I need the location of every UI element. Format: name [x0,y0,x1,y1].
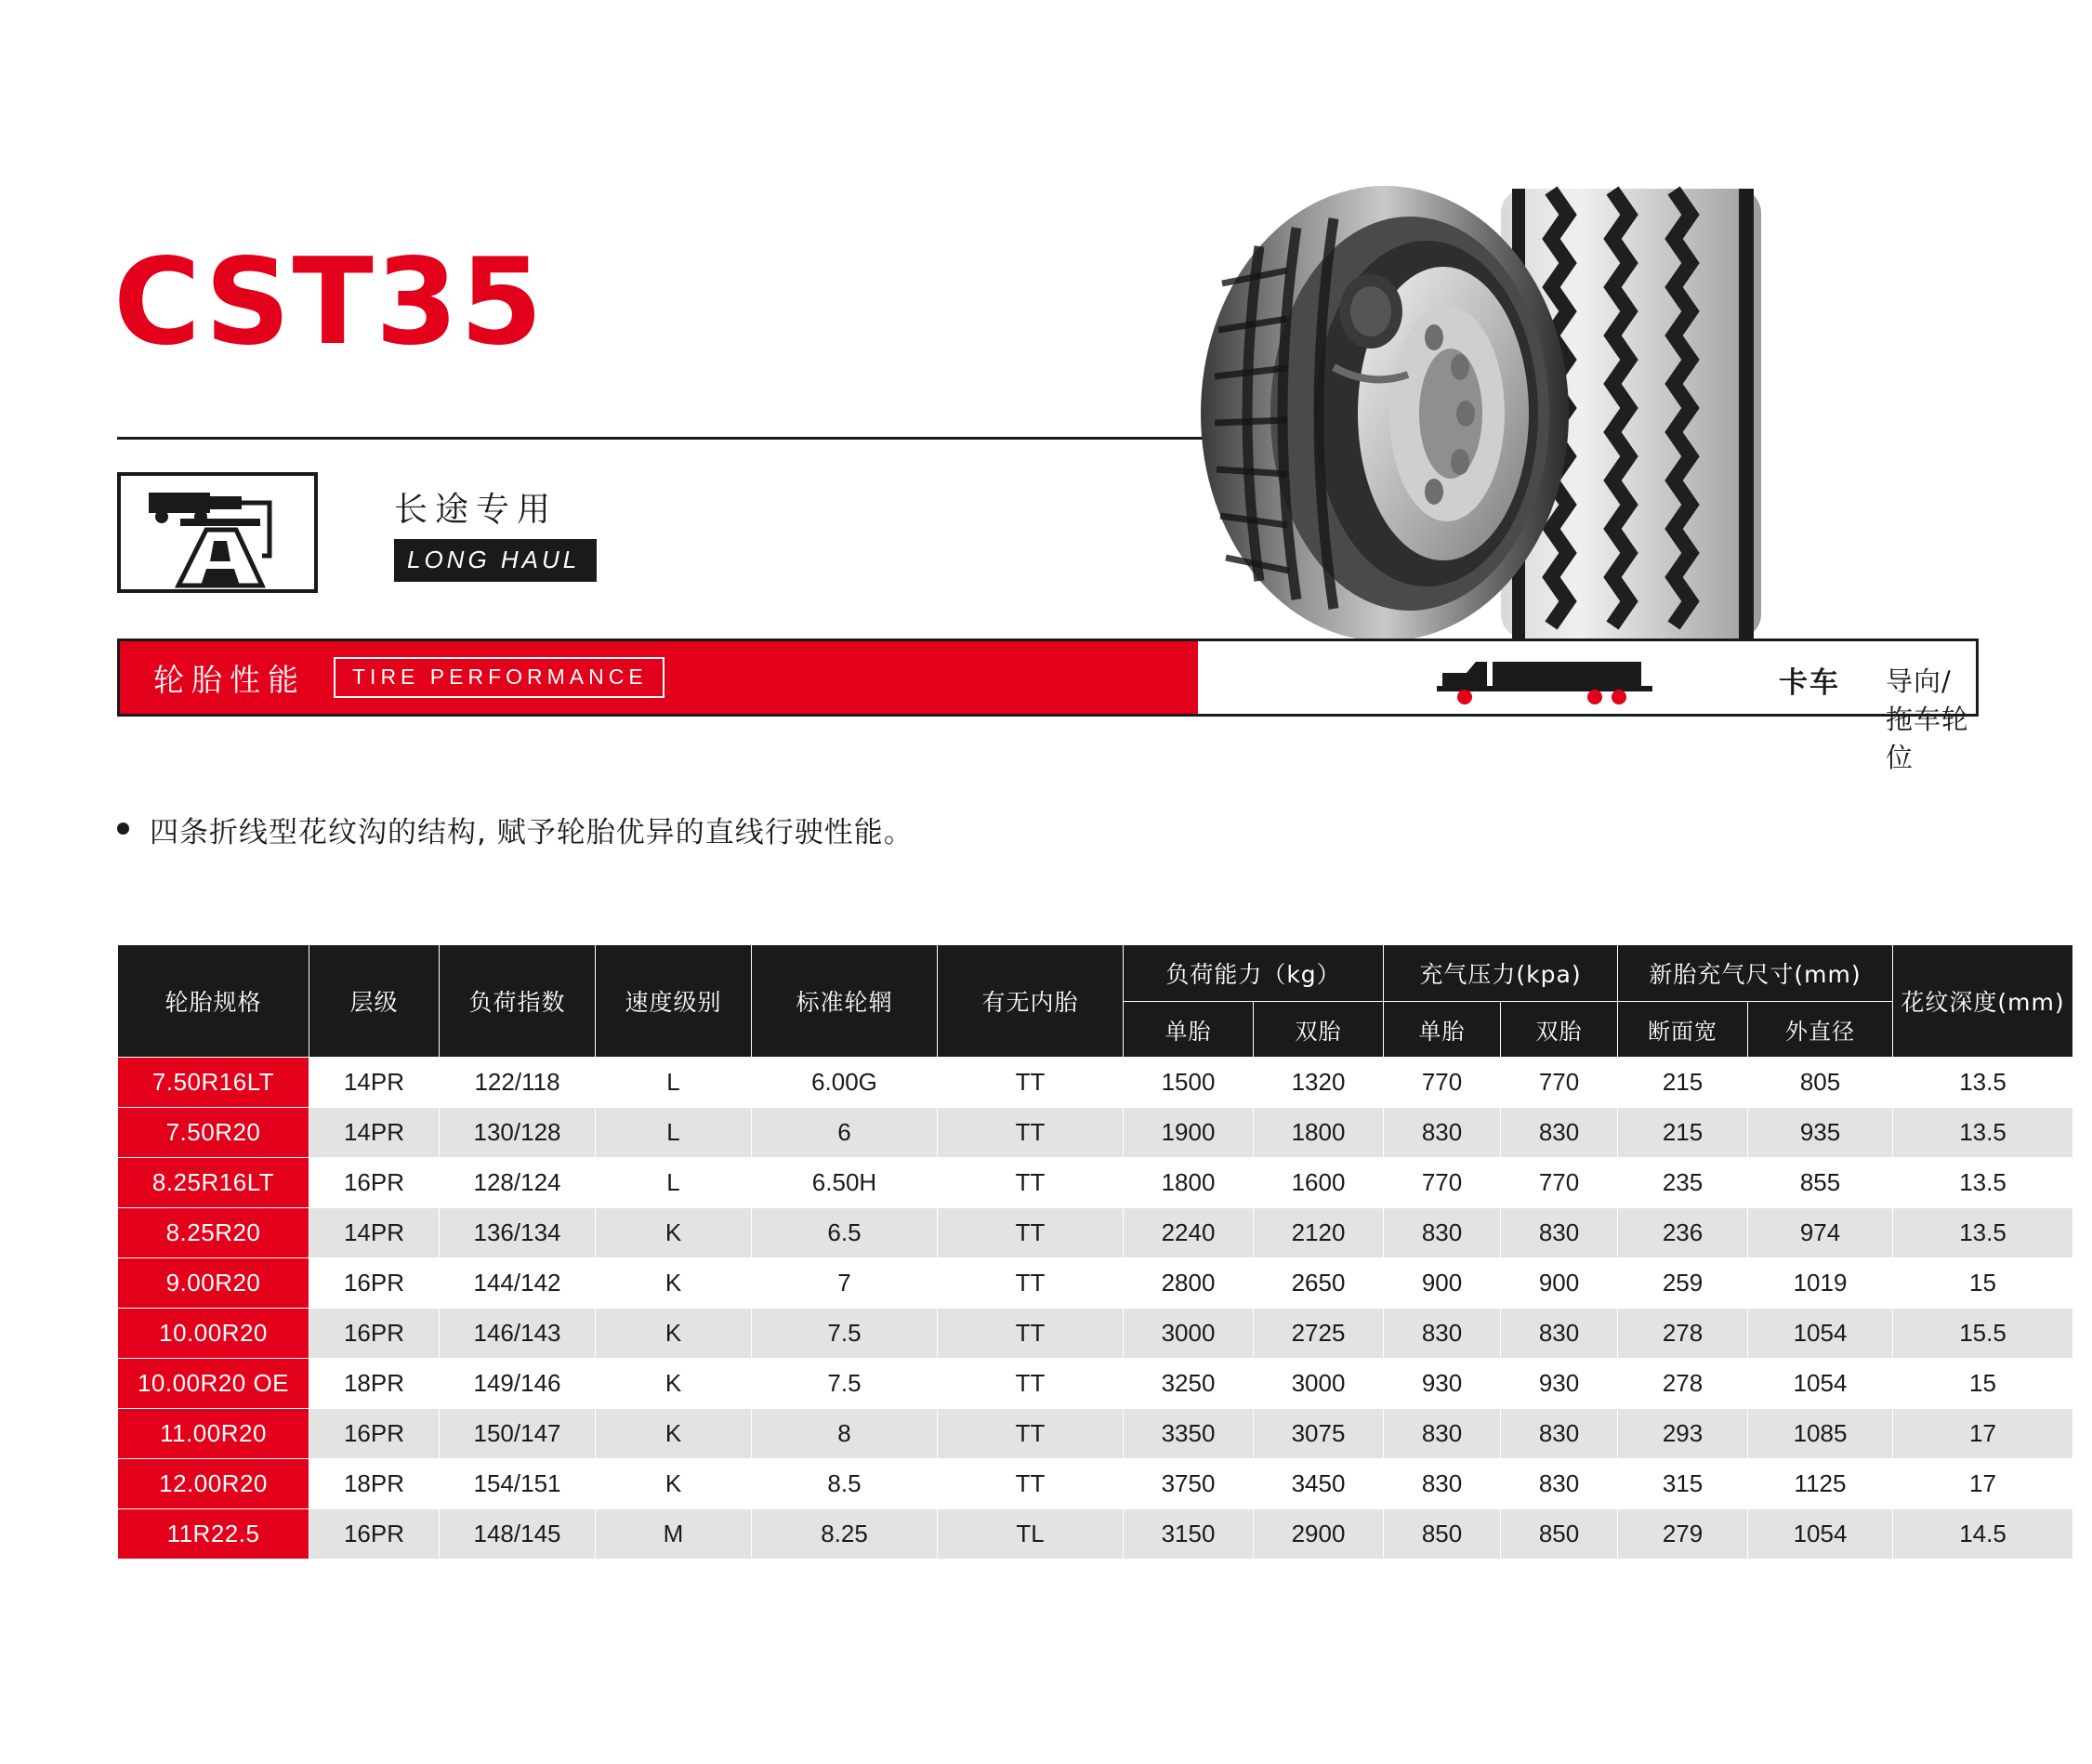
cell-size: 11.00R20 [118,1409,309,1459]
cell-size: 10.00R20 [118,1309,309,1359]
cell-pressure-single: 830 [1384,1409,1501,1459]
cell-pressure-dual: 830 [1501,1409,1618,1459]
cell-ply: 14PR [309,1208,440,1258]
cell-load-dual: 2725 [1254,1309,1384,1359]
cell-rim: 8 [752,1409,938,1459]
tire-performance-bar [117,638,1979,773]
cell-rim: 6.50H [752,1158,938,1208]
cell-tread-depth: 15.5 [1893,1309,2073,1359]
cell-load-single: 3150 [1124,1509,1254,1560]
table-row [118,1509,2073,1560]
th-overall-diameter: 外直径 [1748,1002,1893,1058]
cell-pressure-dual: 830 [1501,1208,1618,1258]
cell-rim: 8.25 [752,1509,938,1560]
cell-size: 7.50R20 [118,1108,309,1158]
table-header-row-1 [118,945,2073,1002]
cell-load-dual: 2120 [1254,1208,1384,1258]
cell-load-dual: 1800 [1254,1108,1384,1158]
cell-speed: L [596,1108,752,1158]
table-row [118,1409,2073,1459]
cell-section-width: 235 [1618,1158,1748,1208]
cell-tube: TT [938,1409,1124,1459]
cell-overall-diameter: 1019 [1748,1258,1893,1309]
cell-load-dual: 3450 [1254,1459,1384,1509]
cell-load-index: 130/128 [440,1108,596,1158]
cell-section-width: 236 [1618,1208,1748,1258]
cell-load-index: 149/146 [440,1359,596,1409]
cell-speed: L [596,1058,752,1108]
cell-section-width: 278 [1618,1359,1748,1409]
cell-pressure-single: 900 [1384,1258,1501,1309]
cell-section-width: 279 [1618,1509,1748,1560]
th-pressure-dual: 双胎 [1501,1002,1618,1058]
cell-tube: TL [938,1509,1124,1560]
cell-ply: 16PR [309,1309,440,1359]
cell-rim: 6 [752,1108,938,1158]
cell-section-width: 293 [1618,1409,1748,1459]
cell-load-single: 3250 [1124,1359,1254,1409]
cell-speed: K [596,1359,752,1409]
vehicle-position-block [1198,641,1976,773]
cell-load-single: 1900 [1124,1108,1254,1158]
cell-size: 9.00R20 [118,1258,309,1309]
cell-load-index: 144/142 [440,1258,596,1309]
cell-pressure-dual: 830 [1501,1459,1618,1509]
performance-title-en: TIRE PERFORMANCE [334,657,664,698]
tire-image [1194,181,1966,646]
axle-position-label: 导向/拖车轮位 [1886,665,1970,773]
cell-overall-diameter: 805 [1748,1058,1893,1108]
spec-table-container [117,944,2065,1560]
cell-overall-diameter: 1054 [1748,1509,1893,1560]
haul-type-en: LONG HAUL [394,539,597,582]
cell-tube: TT [938,1309,1124,1359]
bullet-icon [117,823,129,835]
cell-pressure-dual: 830 [1501,1309,1618,1359]
cell-tread-depth: 17 [1893,1459,2073,1509]
cell-pressure-single: 770 [1384,1158,1501,1208]
cell-load-dual: 1320 [1254,1058,1384,1108]
cell-load-single: 3350 [1124,1409,1254,1459]
cell-tread-depth: 15 [1893,1258,2073,1309]
cell-load-dual: 2650 [1254,1258,1384,1309]
cell-rim: 7.5 [752,1359,938,1409]
feature-text: 四条折线型花纹沟的结构, 赋予轮胎优异的直线行驶性能。 [150,816,914,849]
th-load-dual: 双胎 [1254,1002,1384,1058]
cell-tread-depth: 13.5 [1893,1058,2073,1108]
cell-rim: 8.5 [752,1459,938,1509]
cell-load-index: 148/145 [440,1509,596,1560]
cell-pressure-dual: 850 [1501,1509,1618,1560]
truck-icon [1435,654,1667,711]
road-icon [117,472,318,593]
cell-ply: 14PR [309,1058,440,1108]
cell-section-width: 278 [1618,1309,1748,1359]
table-row [118,1108,2073,1158]
cell-load-index: 136/134 [440,1208,596,1258]
cell-pressure-single: 770 [1384,1058,1501,1108]
cell-pressure-single: 830 [1384,1309,1501,1359]
cell-size: 8.25R20 [118,1208,309,1258]
vehicle-type-label: 卡车 [1779,666,1840,700]
title-divider [117,437,1232,440]
th-speed-rating: 速度级别 [596,945,752,1058]
cell-tread-depth: 15 [1893,1359,2073,1409]
cell-load-index: 128/124 [440,1158,596,1208]
cell-rim: 6.5 [752,1208,938,1258]
cell-load-dual: 3000 [1254,1359,1384,1409]
cell-overall-diameter: 1054 [1748,1359,1893,1409]
cell-tube: TT [938,1158,1124,1208]
cell-load-single: 3750 [1124,1459,1254,1509]
cell-ply: 18PR [309,1359,440,1409]
cell-load-index: 122/118 [440,1058,596,1108]
cell-ply: 14PR [309,1108,440,1158]
cell-pressure-single: 930 [1384,1359,1501,1409]
table-row [118,1459,2073,1509]
cell-pressure-dual: 900 [1501,1258,1618,1309]
cell-tread-depth: 17 [1893,1409,2073,1459]
cell-pressure-single: 850 [1384,1509,1501,1560]
cell-ply: 18PR [309,1459,440,1509]
cell-speed: M [596,1509,752,1560]
th-tread-depth: 花纹深度(mm) [1893,945,2073,1058]
th-pressure-group: 充气压力(kpa) [1384,945,1618,1002]
cell-pressure-single: 830 [1384,1459,1501,1509]
cell-pressure-dual: 930 [1501,1359,1618,1409]
cell-speed: K [596,1208,752,1258]
cell-load-single: 1800 [1124,1158,1254,1208]
list-item [117,809,1790,850]
th-ply: 层级 [309,945,440,1058]
cell-tube: TT [938,1058,1124,1108]
cell-size: 8.25R16LT [118,1158,309,1208]
th-load-capacity-group: 负荷能力（kg） [1124,945,1384,1002]
cell-size: 10.00R20 OE [118,1359,309,1409]
cell-overall-diameter: 1054 [1748,1309,1893,1359]
cell-ply: 16PR [309,1158,440,1208]
table-row [118,1158,2073,1208]
cell-tube: TT [938,1208,1124,1258]
table-row [118,1208,2073,1258]
th-section-width: 断面宽 [1618,1002,1748,1058]
cell-section-width: 259 [1618,1258,1748,1309]
cell-tube: TT [938,1359,1124,1409]
cell-overall-diameter: 974 [1748,1208,1893,1258]
performance-title-block [120,641,1198,714]
cell-speed: L [596,1158,752,1208]
page-title: CST35 [113,233,545,372]
cell-tube: TT [938,1108,1124,1158]
haul-type-cn: 长途专用 [394,491,559,529]
cell-pressure-dual: 830 [1501,1108,1618,1158]
cell-speed: K [596,1409,752,1459]
cell-speed: K [596,1309,752,1359]
cell-size: 11R22.5 [118,1509,309,1560]
cell-pressure-dual: 770 [1501,1158,1618,1208]
cell-load-index: 154/151 [440,1459,596,1509]
th-load-index: 负荷指数 [440,945,596,1058]
cell-rim: 7 [752,1258,938,1309]
cell-load-dual: 3075 [1254,1409,1384,1459]
table-row [118,1359,2073,1409]
th-pressure-single: 单胎 [1384,1002,1501,1058]
th-load-single: 单胎 [1124,1002,1254,1058]
cell-pressure-single: 830 [1384,1108,1501,1158]
cell-load-index: 146/143 [440,1309,596,1359]
th-size: 轮胎规格 [118,945,309,1058]
cell-tread-depth: 14.5 [1893,1509,2073,1560]
cell-load-single: 2800 [1124,1258,1254,1309]
cell-load-single: 3000 [1124,1309,1254,1359]
cell-load-index: 150/147 [440,1409,596,1459]
table-row [118,1258,2073,1309]
th-rim: 标准轮辋 [752,945,938,1058]
cell-ply: 16PR [309,1409,440,1459]
table-row [118,1309,2073,1359]
cell-rim: 7.5 [752,1309,938,1359]
tire-spec-table [117,944,2073,1560]
cell-load-dual: 1600 [1254,1158,1384,1208]
th-dimension-group: 新胎充气尺寸(mm) [1618,945,1893,1002]
cell-overall-diameter: 1085 [1748,1409,1893,1459]
cell-overall-diameter: 1125 [1748,1459,1893,1509]
cell-speed: K [596,1258,752,1309]
cell-tube: TT [938,1459,1124,1509]
cell-pressure-single: 830 [1384,1208,1501,1258]
cell-load-dual: 2900 [1254,1509,1384,1560]
cell-load-single: 2240 [1124,1208,1254,1258]
performance-title-cn: 轮胎性能 [153,661,306,698]
cell-overall-diameter: 855 [1748,1158,1893,1208]
cell-size: 7.50R16LT [118,1058,309,1108]
cell-load-single: 1500 [1124,1058,1254,1108]
table-body [118,1058,2073,1560]
cell-ply: 16PR [309,1258,440,1309]
cell-section-width: 315 [1618,1459,1748,1509]
cell-section-width: 215 [1618,1058,1748,1108]
cell-section-width: 215 [1618,1108,1748,1158]
cell-tread-depth: 13.5 [1893,1158,2073,1208]
cell-tube: TT [938,1258,1124,1309]
feature-list [117,809,1790,850]
cell-pressure-dual: 770 [1501,1058,1618,1108]
table-row [118,1058,2073,1108]
cell-tread-depth: 13.5 [1893,1108,2073,1158]
cell-ply: 16PR [309,1509,440,1560]
cell-rim: 6.00G [752,1058,938,1108]
cell-size: 12.00R20 [118,1459,309,1509]
th-tube: 有无内胎 [938,945,1124,1058]
cell-overall-diameter: 935 [1748,1108,1893,1158]
cell-tread-depth: 13.5 [1893,1208,2073,1258]
cell-speed: K [596,1459,752,1509]
